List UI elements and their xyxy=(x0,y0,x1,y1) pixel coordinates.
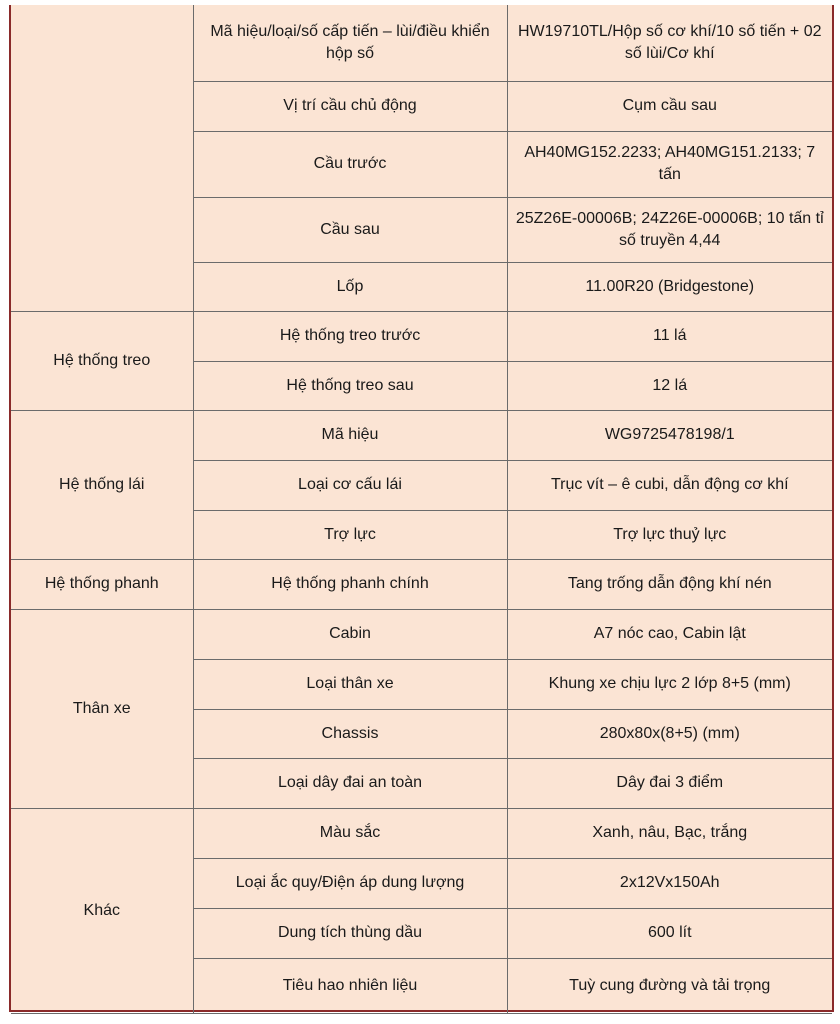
item-cell: Cầu trước xyxy=(193,131,507,197)
item-cell: Mã hiệu xyxy=(193,410,507,460)
item-cell: Cabin xyxy=(193,609,507,659)
value-cell: 25Z26E-00006B; 24Z26E-00006B; 10 tấn tỉ số truyền 4,44 xyxy=(507,197,832,262)
group-cell-brakes: Hệ thống phanh xyxy=(11,559,193,609)
item-cell: Loại dây đai an toàn xyxy=(193,758,507,808)
group-cell-body: Thân xe xyxy=(11,609,193,808)
value-cell: 11 lá xyxy=(507,311,832,361)
spec-sheet xyxy=(9,5,834,1012)
table-row xyxy=(11,559,832,609)
table-row xyxy=(11,5,832,81)
table-row xyxy=(11,311,832,361)
item-cell: Hệ thống phanh chính xyxy=(193,559,507,609)
value-cell: Cụm cầu sau xyxy=(507,81,832,131)
group-cell-steering: Hệ thống lái xyxy=(11,410,193,559)
item-cell: Hệ thống treo trước xyxy=(193,311,507,361)
value-cell: Khung xe chịu lực 2 lớp 8+5 (mm) xyxy=(507,659,832,709)
item-cell: Chassis xyxy=(193,709,507,758)
item-cell: Loại ắc quy/Điện áp dung lượng xyxy=(193,858,507,908)
item-cell: Vị trí cầu chủ động xyxy=(193,81,507,131)
value-cell: Xanh, nâu, Bạc, trắng xyxy=(507,808,832,858)
value-cell: 600 lít xyxy=(507,908,832,958)
value-cell: HW19710TL/Hộp số cơ khí/10 số tiến + 02 số lùi/Cơ khí xyxy=(507,5,832,81)
value-cell: AH40MG152.2233; AH40MG151.2133; 7 tấn xyxy=(507,131,832,197)
item-cell: Dung tích thùng dầu xyxy=(193,908,507,958)
value-cell: WG9725478198/1 xyxy=(507,410,832,460)
item-cell: Loại thân xe xyxy=(193,659,507,709)
value-cell: 280x80x(8+5) (mm) xyxy=(507,709,832,758)
item-cell: Tiêu hao nhiên liệu xyxy=(193,958,507,1013)
item-cell: Trợ lực xyxy=(193,510,507,559)
item-cell: Loại cơ cấu lái xyxy=(193,460,507,510)
item-cell: Hệ thống treo sau xyxy=(193,361,507,410)
table-row xyxy=(11,609,832,659)
item-cell: Màu sắc xyxy=(193,808,507,858)
value-cell: 12 lá xyxy=(507,361,832,410)
table-row xyxy=(11,410,832,460)
item-cell: Cầu sau xyxy=(193,197,507,262)
value-cell: 11.00R20 (Bridgestone) xyxy=(507,262,832,311)
item-cell: Mã hiệu/loại/số cấp tiến – lùi/điều khiển hộp số xyxy=(193,5,507,81)
value-cell: Tuỳ cung đường và tải trọng xyxy=(507,958,832,1013)
value-cell: Trợ lực thuỷ lực xyxy=(507,510,832,559)
value-cell: Tang trống dẫn động khí nén xyxy=(507,559,832,609)
group-cell-suspension: Hệ thống treo xyxy=(11,311,193,410)
value-cell: Dây đai 3 điểm xyxy=(507,758,832,808)
spec-table xyxy=(11,5,832,1014)
table-row xyxy=(11,808,832,858)
value-cell: 2x12Vx150Ah xyxy=(507,858,832,908)
value-cell: A7 nóc cao, Cabin lật xyxy=(507,609,832,659)
item-cell: Lốp xyxy=(193,262,507,311)
value-cell: Trục vít – ê cubi, dẫn động cơ khí xyxy=(507,460,832,510)
group-cell-continued xyxy=(11,5,193,311)
group-cell-other: Khác xyxy=(11,808,193,1013)
